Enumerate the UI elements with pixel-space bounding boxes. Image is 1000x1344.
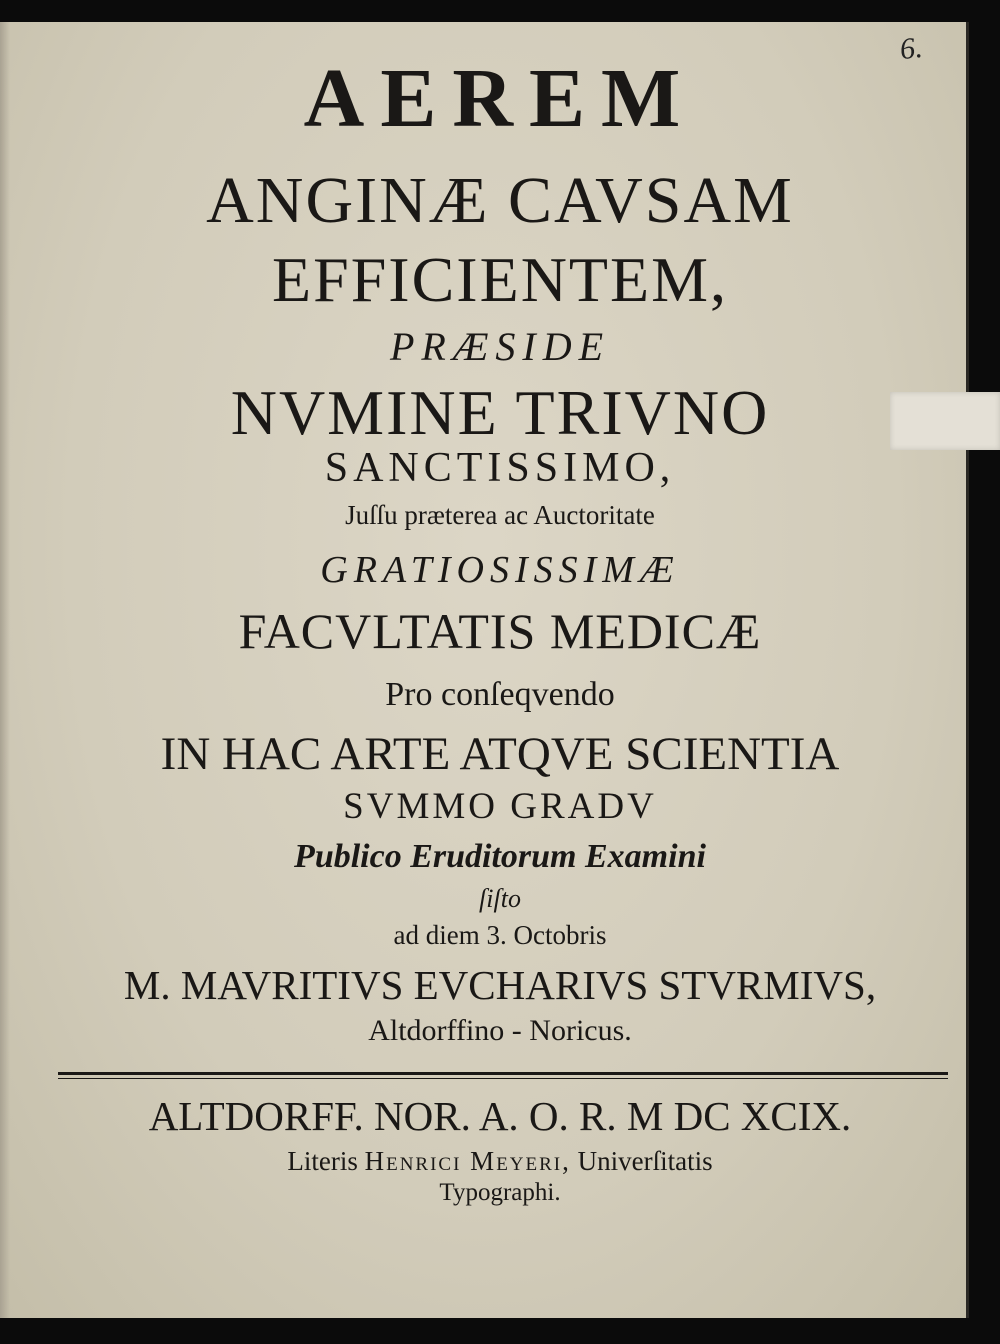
imprint-printer xyxy=(60,1146,940,1177)
author-name: M. MAVRITIVS EVCHARIVS STVRMIVS, xyxy=(123,962,877,1008)
page-shadow-edge xyxy=(0,22,10,1318)
title-line-numine: NVMINE TRIVNO xyxy=(230,377,770,448)
title-line-sisto: ſiſto xyxy=(479,884,521,913)
title-line-efficientem: EFFICIENTEM, xyxy=(272,244,728,315)
title-line-summo-gradu: SVMMO GRADV xyxy=(343,786,657,827)
imprint-printer-role: Typographi. xyxy=(439,1179,561,1206)
title-line-gratiosissimae: GRATIOSISSIMÆ xyxy=(320,549,680,591)
imprint-place-date: ALTDORFF. NOR. A. O. R. M DC XCIX. xyxy=(148,1093,852,1139)
title-line-aerem: AEREM xyxy=(303,52,697,145)
title-line-sanctissimo: SANCTISSIMO, xyxy=(324,445,676,491)
title-line-pro-consequendo: Pro conſeqvendo xyxy=(385,676,615,713)
title-line-in-hac-arte: IN HAC ARTE ATQVE SCIENTIA xyxy=(160,728,840,780)
shelfmark: 6. xyxy=(898,30,925,67)
printer-name: Henrici Meyeri, xyxy=(364,1146,571,1176)
title-line-ad-diem: ad diem 3. Octobris xyxy=(393,920,607,950)
title-line-praeside: PRÆSIDE xyxy=(389,324,611,369)
title-line-jussu: Juſſu præterea ac Auctoritate xyxy=(345,500,655,530)
author-origin: Altdorffino - Noricus. xyxy=(368,1014,632,1047)
title-line-publico: Publico Eruditorum Examini xyxy=(294,838,706,875)
printer-suffix: Univerſitatis xyxy=(577,1146,713,1176)
title-line-facultatis: FACVLTATIS MEDICÆ xyxy=(238,603,762,659)
title-line-anginae: ANGINÆ CAVSAM xyxy=(206,164,794,237)
printer-prefix: Literis xyxy=(287,1146,358,1176)
double-rule-divider xyxy=(58,1072,948,1079)
